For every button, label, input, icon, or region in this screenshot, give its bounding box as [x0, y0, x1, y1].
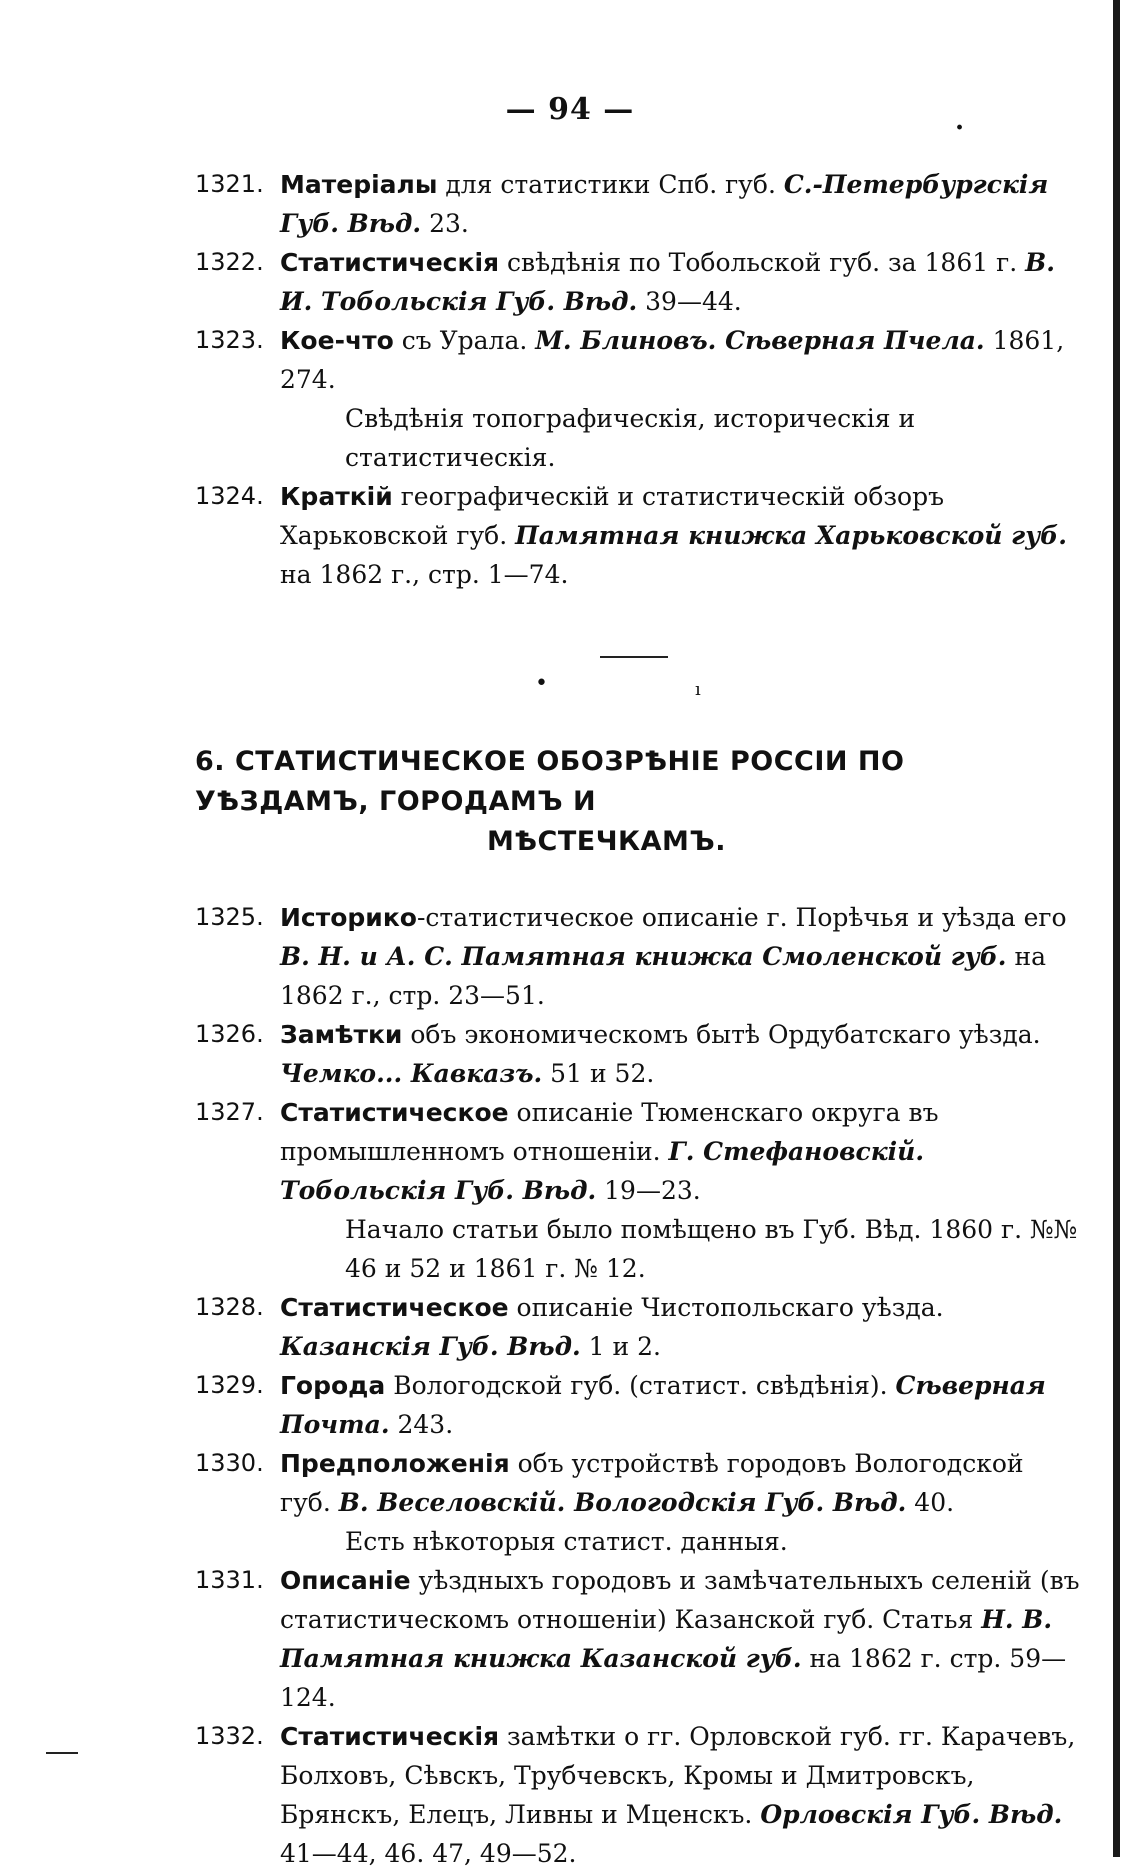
entry-tail: 19—23. — [596, 1176, 701, 1205]
entry-title: Кое-что — [280, 326, 394, 355]
entry-source: В. И. Тобольскія Губ. Вѣд. — [280, 248, 1055, 316]
entry-text: объ устройствѣ городовъ Вологодской губ. — [280, 1449, 1024, 1517]
entry-source: Казанскія Губ. Вѣд. — [280, 1332, 581, 1361]
ink-mark: • — [535, 671, 548, 696]
entry-text: замѣтки о гг. Орловской губ. гг. Карачевъ, Болховъ, Сѣвскъ, Трубчевскъ, Кромы и Дмитровскъ, Брянскъ, Елецъ, Ливны и Мценскъ. — [280, 1722, 1076, 1829]
entry-source: Орловскія Губ. Вѣд. — [760, 1800, 1063, 1829]
entry-source: Чемко... Кавказъ. — [280, 1059, 543, 1088]
entry-text: -статистическое описаніе г. Порѣчья и уѣзда его — [416, 903, 1067, 932]
entry-tail: 23. — [421, 209, 469, 238]
entry-number: 1332. — [195, 1722, 264, 1750]
entry-source: С.-Петербургскія Губ. Вѣд. — [280, 170, 1049, 238]
entry-text: съ Урала. — [393, 326, 536, 355]
entry-source: В. Н. и А. С. Памятная книжка Смоленской губ. — [280, 942, 1007, 971]
entry-1325 — [195, 898, 1080, 1015]
entry-tail: 1861, 274. — [280, 326, 1065, 394]
entry-number: 1327. — [195, 1098, 264, 1126]
bibliography-column — [195, 165, 1080, 1873]
entry-title: Матеріалы — [280, 170, 438, 199]
entry-1324 — [195, 477, 1080, 594]
entry-number: 1328. — [195, 1293, 264, 1321]
entry-tail: 40. — [906, 1488, 955, 1517]
entry-title: Города — [280, 1371, 386, 1400]
entry-tail: 39—44. — [637, 287, 742, 316]
page-number-text: — 94 — — [505, 92, 635, 127]
entry-text: Вологодской губ. (статист. свѣдѣнія). — [385, 1371, 896, 1400]
entry-title: Предположенія — [280, 1449, 510, 1478]
page-edge-rule — [1113, 0, 1120, 1857]
entry-1326 — [195, 1015, 1080, 1093]
entry-1330 — [195, 1444, 1080, 1522]
entry-source: Сѣверная Почта. — [280, 1371, 1046, 1439]
entry-title: Статистическое — [280, 1098, 509, 1127]
entry-number: 1321. — [195, 170, 264, 198]
entry-1327 — [195, 1093, 1080, 1210]
entry-tail: на 1862 г. стр. 59—124. — [280, 1644, 1067, 1712]
page-number — [0, 92, 1140, 136]
margin-dash — [46, 1752, 78, 1754]
entry-number: 1324. — [195, 482, 264, 510]
entry-tail: 243. — [389, 1410, 454, 1439]
entry-number: 1326. — [195, 1020, 264, 1048]
entry-text: уѣздныхъ городовъ и замѣчательныхъ селеній (въ статистическомъ отношеніи) Казанской губ. Статья — [280, 1566, 1080, 1634]
entry-title: Статистическія — [280, 248, 500, 277]
entry-text: для статистики Спб. губ. — [437, 170, 784, 199]
entry-tail: 51 и 52. — [542, 1059, 655, 1088]
entry-tail: 41—44, 46. 47, 49—52. — [280, 1839, 577, 1868]
section-separator — [195, 594, 1080, 714]
section-heading-line1: 6. СТАТИСТИЧЕСКОЕ ОБОЗРѢНІЕ РОССІИ ПО УѢЗДАМЪ, ГОРОДАМЪ И — [195, 746, 905, 817]
entry-text: описаніе Тюменскаго округа въ промышленномъ отношеніи. — [280, 1098, 939, 1166]
entry-title: Краткій — [280, 482, 393, 511]
entry-number: 1330. — [195, 1449, 264, 1477]
entry-1323 — [195, 321, 1080, 399]
entry-text: описаніе Чистопольскаго уѣзда. — [508, 1293, 944, 1322]
entry-source: Н. В. Памятная книжка Казанской губ. — [280, 1605, 1053, 1673]
entry-title: Историко — [280, 903, 417, 932]
entry-text: географическій и статистическій обзоръ Харьковской губ. — [280, 482, 945, 550]
entry-1329 — [195, 1366, 1080, 1444]
entry-title: Описаніе — [280, 1566, 411, 1595]
entry-1328 — [195, 1288, 1080, 1366]
entry-1331 — [195, 1561, 1080, 1717]
entry-tail: 1 и 2. — [580, 1332, 661, 1361]
entry-number: 1331. — [195, 1566, 264, 1594]
entry-title: Статистическое — [280, 1293, 509, 1322]
entry-source: Памятная книжка Харьковской губ. — [515, 521, 1067, 550]
entry-source: М. Блиновъ. Сѣверная Пчела. — [535, 326, 985, 355]
entry-tail: на 1862 г., стр. 23—51. — [280, 942, 1047, 1010]
entry-1332 — [195, 1717, 1080, 1873]
entry-title: Статистическія — [280, 1722, 500, 1751]
entry-number: 1329. — [195, 1371, 264, 1399]
entry-source: Г. Стефановскій. Тобольскія Губ. Вѣд. — [280, 1137, 925, 1205]
section-heading-line2: МѢСТЕЧКАМЪ. — [487, 826, 727, 857]
entry-1321 — [195, 165, 1080, 243]
entry-note-1330: Есть нѣкоторыя статист. данныя. — [345, 1527, 788, 1556]
entry-text: свѣдѣнія по Тобольской губ. за 1861 г. — [499, 248, 1026, 277]
section-heading — [195, 742, 1080, 862]
ink-dot: . — [955, 106, 966, 136]
entry-number: 1322. — [195, 248, 264, 276]
entry-1322 — [195, 243, 1080, 321]
entry-tail: на 1862 г., стр. 1—74. — [280, 560, 569, 589]
separator-rule — [600, 656, 668, 658]
entry-text: объ экономическомъ бытѣ Ордубатскаго уѣзда. — [402, 1020, 1041, 1049]
entry-number: 1325. — [195, 903, 264, 931]
ink-mark: ı — [695, 679, 701, 700]
entry-source: В. Веселовскій. Вологодскія Губ. Вѣд. — [338, 1488, 907, 1517]
entry-title: Замѣтки — [280, 1020, 403, 1049]
entry-note-1327: Начало статьи было помѣщено въ Губ. Вѣд. 1860 г. №№ 46 и 52 и 1861 г. № 12. — [345, 1215, 1078, 1283]
entry-note-1323: Свѣдѣнія топографическія, историческія и статистическія. — [345, 404, 916, 472]
entry-number: 1323. — [195, 326, 264, 354]
